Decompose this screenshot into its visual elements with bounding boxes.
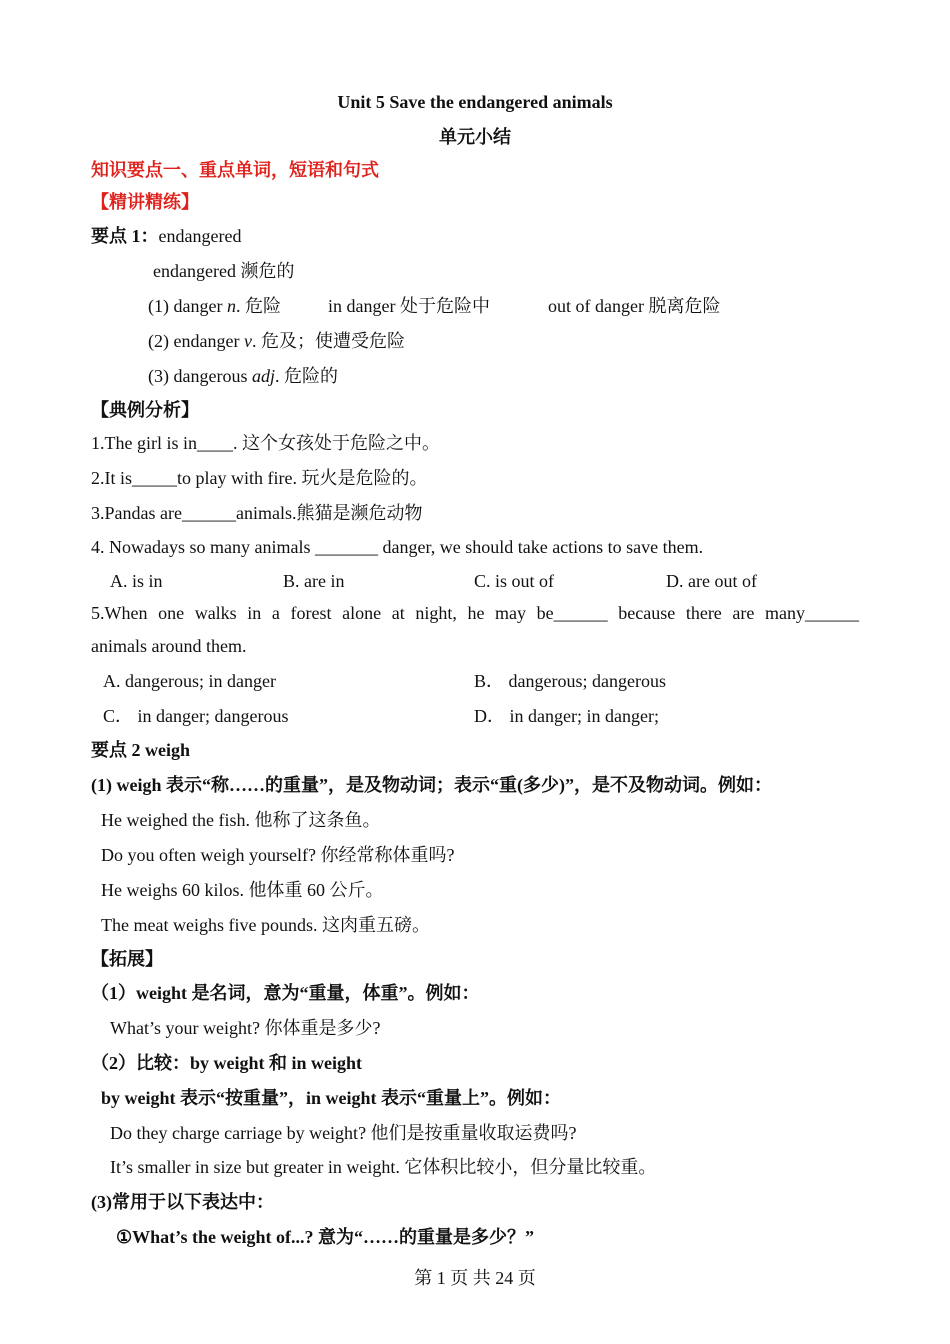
ext3-item: ①What’s the weight of...? 意为“……的重量是多少？”: [116, 1227, 534, 1247]
ext2-rule: by weight 表示“按重量”，in weight 表示“重量上”。例如：: [101, 1088, 562, 1108]
point1-label: 要点 1：: [91, 226, 159, 246]
q4-option-c: C. is out of: [474, 571, 555, 591]
point1-definition: endangered 濒危的: [153, 261, 295, 281]
ext3-heading: (3)常用于以下表达中：: [91, 1192, 274, 1212]
ext2-heading: （2）比较：by weight 和 in weight: [91, 1053, 363, 1073]
q5-line-1: 5.When one walks in a forest alone at night, he may be______ because there are many______: [91, 603, 859, 623]
q5-option-a: A. dangerous; in danger: [103, 671, 276, 691]
q5-line-2: animals around them.: [91, 636, 247, 656]
point1-item-1b: in danger 处于危险中: [328, 296, 490, 316]
page-footer: 第 1 页 共 24 页: [414, 1268, 536, 1288]
document-title: Unit 5 Save the endangered animals: [337, 92, 613, 112]
q4-option-a: A. is in: [110, 571, 163, 591]
point1-item-3: (3) dangerous adj. 危险的: [148, 366, 338, 386]
q4-option-d: D. are out of: [666, 571, 757, 591]
point1-item-1c: out of danger 脱离危险: [548, 296, 721, 316]
ext2-example-2: It’s smaller in size but greater in weight. 它体积比较小，但分量比较重。: [110, 1157, 657, 1177]
q5-option-c: C． in danger; dangerous: [103, 706, 289, 726]
section-heading-1: 知识要点一、重点单词，短语和句式: [91, 160, 379, 180]
q5-option-d: D． in danger; in danger;: [474, 706, 659, 726]
point1-item-1a: (1) danger n. 危险: [148, 296, 281, 316]
point1-word: endangered: [158, 226, 242, 246]
point1-heading: [91, 224, 241, 248]
point2-sentence-1: He weighed the fish. 他称了这条鱼。: [101, 810, 381, 830]
example-4: 4. Nowadays so many animals _______ danger, we should take actions to save them.: [91, 537, 704, 557]
tag-examples: 【典例分析】: [91, 400, 199, 420]
point2-heading: 要点 2 weigh: [91, 740, 190, 760]
document-subtitle: 单元小结: [439, 127, 511, 147]
point2-rule: (1) weigh 表示“称……的重量”，是及物动词；表示“重(多少)”，是不及物动词。例如：: [91, 775, 772, 795]
point2-sentence-4: The meat weighs five pounds. 这肉重五磅。: [101, 915, 430, 935]
example-1: 1.The girl is in____. 这个女孩处于危险之中。: [91, 433, 440, 453]
ext2-example-1: Do they charge carriage by weight? 他们是按重量收取运费吗?: [110, 1123, 577, 1143]
point1-item-2: (2) endanger v. 危及；使遭受危险: [148, 331, 405, 351]
ext1-example: What’s your weight? 你体重是多少?: [110, 1018, 381, 1038]
point2-sentence-2: Do you often weigh yourself? 你经常称体重吗?: [101, 845, 455, 865]
tag-extension: 【拓展】: [91, 949, 163, 969]
example-2: 2.It is_____to play with fire. 玩火是危险的。: [91, 468, 428, 488]
example-3: 3.Pandas are______animals.熊猫是濒危动物: [91, 503, 423, 523]
q4-option-b: B. are in: [283, 571, 345, 591]
point2-sentence-3: He weighs 60 kilos. 他体重 60 公斤。: [101, 880, 384, 900]
q5-option-b: B． dangerous; dangerous: [474, 671, 666, 691]
ext1-heading: （1）weight 是名词，意为“重量，体重”。例如：: [91, 983, 480, 1003]
tag-practice: 【精讲精练】: [91, 192, 199, 212]
